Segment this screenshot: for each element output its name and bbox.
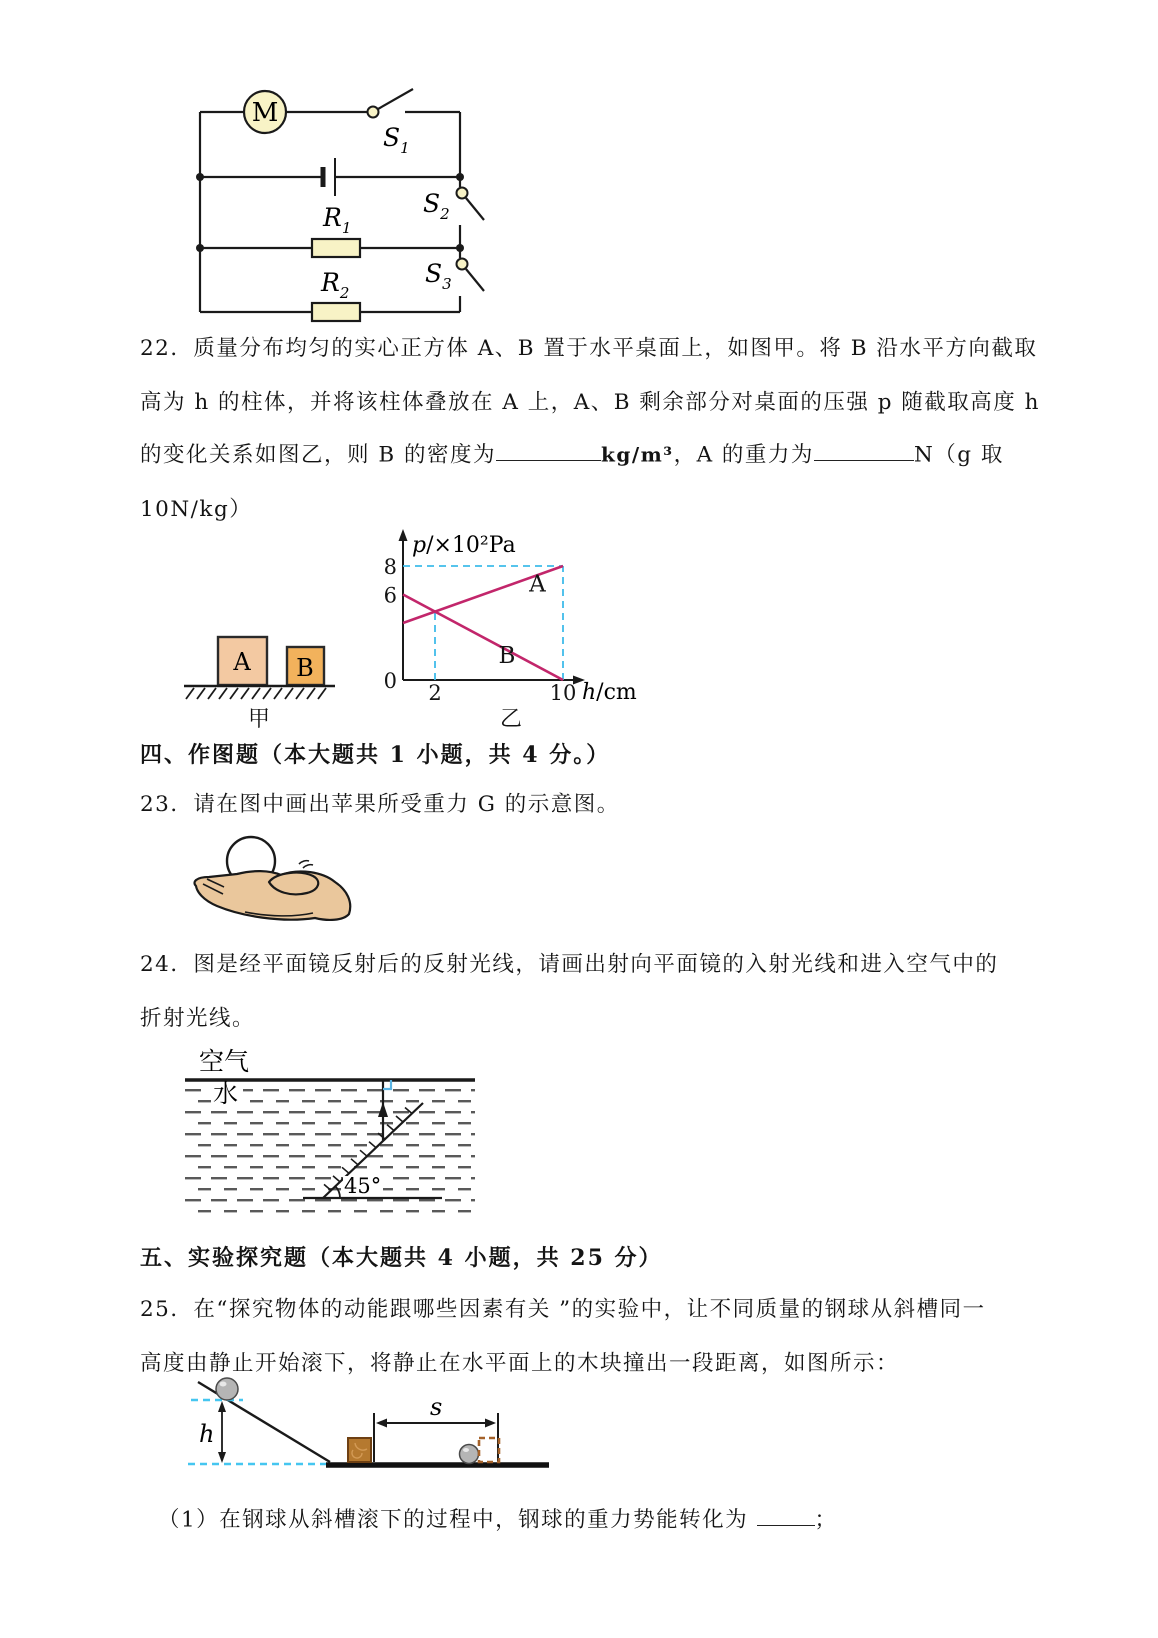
y-tick-6: 6 [383,583,397,608]
q22-line3 [140,440,1004,469]
q25-line2: 高度由静止开始滚下，将静止在水平面上的木块撞出一段距离，如图所示： [140,1351,900,1376]
optics-figure [185,1040,477,1225]
air-label: 空气 [199,1047,250,1076]
experiment-figure [185,1370,565,1478]
blocks-figure [180,600,360,710]
q25-sub1-text: （1）在钢球从斜槽滚下的过程中，钢球的重力势能转化为 [158,1507,749,1533]
q22-line3-text-c: N（g 取 [913,442,1004,468]
q25-sub1 [158,1505,838,1534]
switch-s1-label: $S_1$ [383,123,410,157]
pressure-graph [383,525,645,715]
caption-jia: 甲 [248,707,272,732]
q22-line1: 22．质量分布均匀的实心正方体 A、B 置于水平桌面上，如图甲。将 B 沿水平方向截取 [140,336,1038,361]
answer-blank-density [496,440,601,461]
motor-label: M [251,98,279,128]
switch-s3-label: $S_3$ [425,259,452,293]
answer-blank-energy [757,1505,815,1526]
distance-label: s [430,1393,443,1421]
q25-sub1-punct: ； [814,1507,838,1533]
density-unit: kg/m³ [600,442,674,467]
circuit-figure [185,70,505,325]
block-b-label: B [296,654,314,682]
switch-s1-pivot [368,107,379,118]
switch-s3-pivot [457,259,468,270]
angle-label: 45° [344,1174,382,1198]
section4-heading: 四、作图题（本大题共 1 小题，共 4 分。） [140,742,611,768]
resistor-r2 [312,303,360,321]
x-tick-10: 10 [549,681,577,705]
section5-heading: 五、实验探究题（本大题共 4 小题，共 25 分） [140,1245,663,1271]
q22-line2: 高为 h 的柱体，并将该柱体叠放在 A 上，A、B 剩余部分对桌面的压强 p 随截取高度 h [140,390,1040,415]
steel-ball-on-ramp [216,1378,238,1400]
block-a-label: A [233,648,251,676]
q22-line3-text-a: 的变化关系如图乙，则 B 的密度为 [140,442,496,468]
steel-ball-at-rest [460,1445,479,1464]
q25-line1: 25．在“探究物体的动能跟哪些因素有关 ”的实验中，让不同质量的钢球从斜槽同一 [140,1297,986,1322]
q23-line1: 23．请在图中画出苹果所受重力 G 的示意图。 [140,792,620,817]
y-axis-title: p/×10²Pa [412,533,516,558]
block-final-position-dashed [479,1438,499,1462]
q22-line4: 10N/kg） [140,497,253,522]
answer-blank-weight [814,440,914,461]
switch-s2-label: $S_2$ [423,189,450,223]
ground-hatching [186,688,326,699]
q24-line1: 24．图是经平面镜反射后的反射光线，请画出射向平面镜的入射光线和进入空气中的 [140,952,999,977]
resistor-r1-label: $R_1$ [323,203,352,237]
q24-line2: 折射光线。 [140,1006,256,1031]
resistor-r2-label: $R_2$ [321,268,350,302]
y-tick-8: 8 [383,555,397,579]
series-label-A: A [529,571,546,598]
q22-line3-text-b: ，A 的重力为 [673,442,814,468]
hand-apple-figure [185,820,370,925]
height-label: h [199,1420,215,1448]
resistor-r1 [312,239,360,257]
water-label: 水 [213,1079,239,1108]
y-tick-0: 0 [383,669,397,693]
caption-yi: 乙 [500,707,524,732]
x-axis-title: h/cm [582,680,637,705]
series-label-B: B [498,642,516,669]
x-tick-2: 2 [428,681,442,705]
switch-s2-pivot [457,188,468,199]
